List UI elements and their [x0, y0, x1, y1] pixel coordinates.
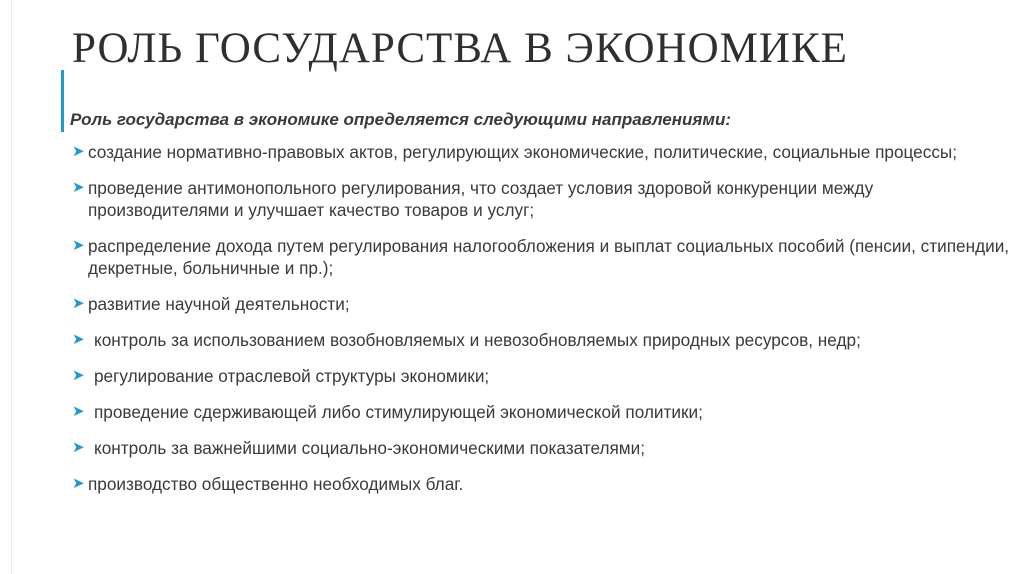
list-item-text: регулирование отраслевой структуры экономики; — [94, 366, 490, 386]
arrowhead-bullet-icon: ➤ — [72, 331, 85, 348]
slide-title: РОЛЬ ГОСУДАРСТВА В ЭКОНОМИКЕ — [72, 25, 848, 72]
list-item-text: проведение сдерживающей либо стимулирующей экономической политики; — [94, 402, 703, 422]
list-item-text: контроль за использованием возобновляемых и невозобновляемых природных ресурсов, недр; — [94, 330, 861, 350]
list-item-text: контроль за важнейшими социально-экономическими показателями; — [94, 438, 645, 458]
arrowhead-bullet-icon: ➤ — [72, 403, 85, 420]
list-item — [70, 473, 1010, 495]
list-item-text: развитие научной деятельности; — [88, 294, 350, 314]
bullet-list — [70, 141, 1010, 495]
list-item — [70, 293, 1010, 315]
list-item-text: производство общественно необходимых благ. — [88, 474, 464, 494]
list-item-text: создание нормативно-правовых актов, регулирующих экономические, политические, социальные процессы; — [88, 142, 958, 162]
arrowhead-bullet-icon: ➤ — [72, 475, 85, 492]
intro-text: Роль государства в экономике определяется следующими направлениями: — [70, 110, 732, 129]
list-item-text: распределение дохода путем регулирования налогообложения и выплат социальных пособий (пенсии, стипендии, декретные, больничные и пр.); — [88, 236, 1010, 278]
list-item-text: проведение антимонопольного регулирования, что создает условия здоровой конкуренции между производителями и улучшает качество товаров и услуг; — [88, 178, 874, 220]
arrowhead-bullet-icon: ➤ — [72, 439, 85, 456]
slide-content — [70, 109, 1010, 509]
list-item — [70, 177, 1010, 221]
slide-frame-line — [11, 0, 12, 574]
list-item — [70, 365, 1010, 387]
list-item — [70, 437, 1010, 459]
arrowhead-bullet-icon: ➤ — [72, 179, 85, 196]
title-accent-bar — [61, 70, 64, 132]
arrowhead-bullet-icon: ➤ — [72, 143, 85, 160]
arrowhead-bullet-icon: ➤ — [72, 237, 85, 254]
arrowhead-bullet-icon: ➤ — [72, 367, 85, 384]
list-item — [70, 329, 1010, 351]
list-item — [70, 401, 1010, 423]
list-item — [70, 235, 1010, 279]
arrowhead-bullet-icon: ➤ — [72, 295, 85, 312]
list-item — [70, 141, 1010, 163]
